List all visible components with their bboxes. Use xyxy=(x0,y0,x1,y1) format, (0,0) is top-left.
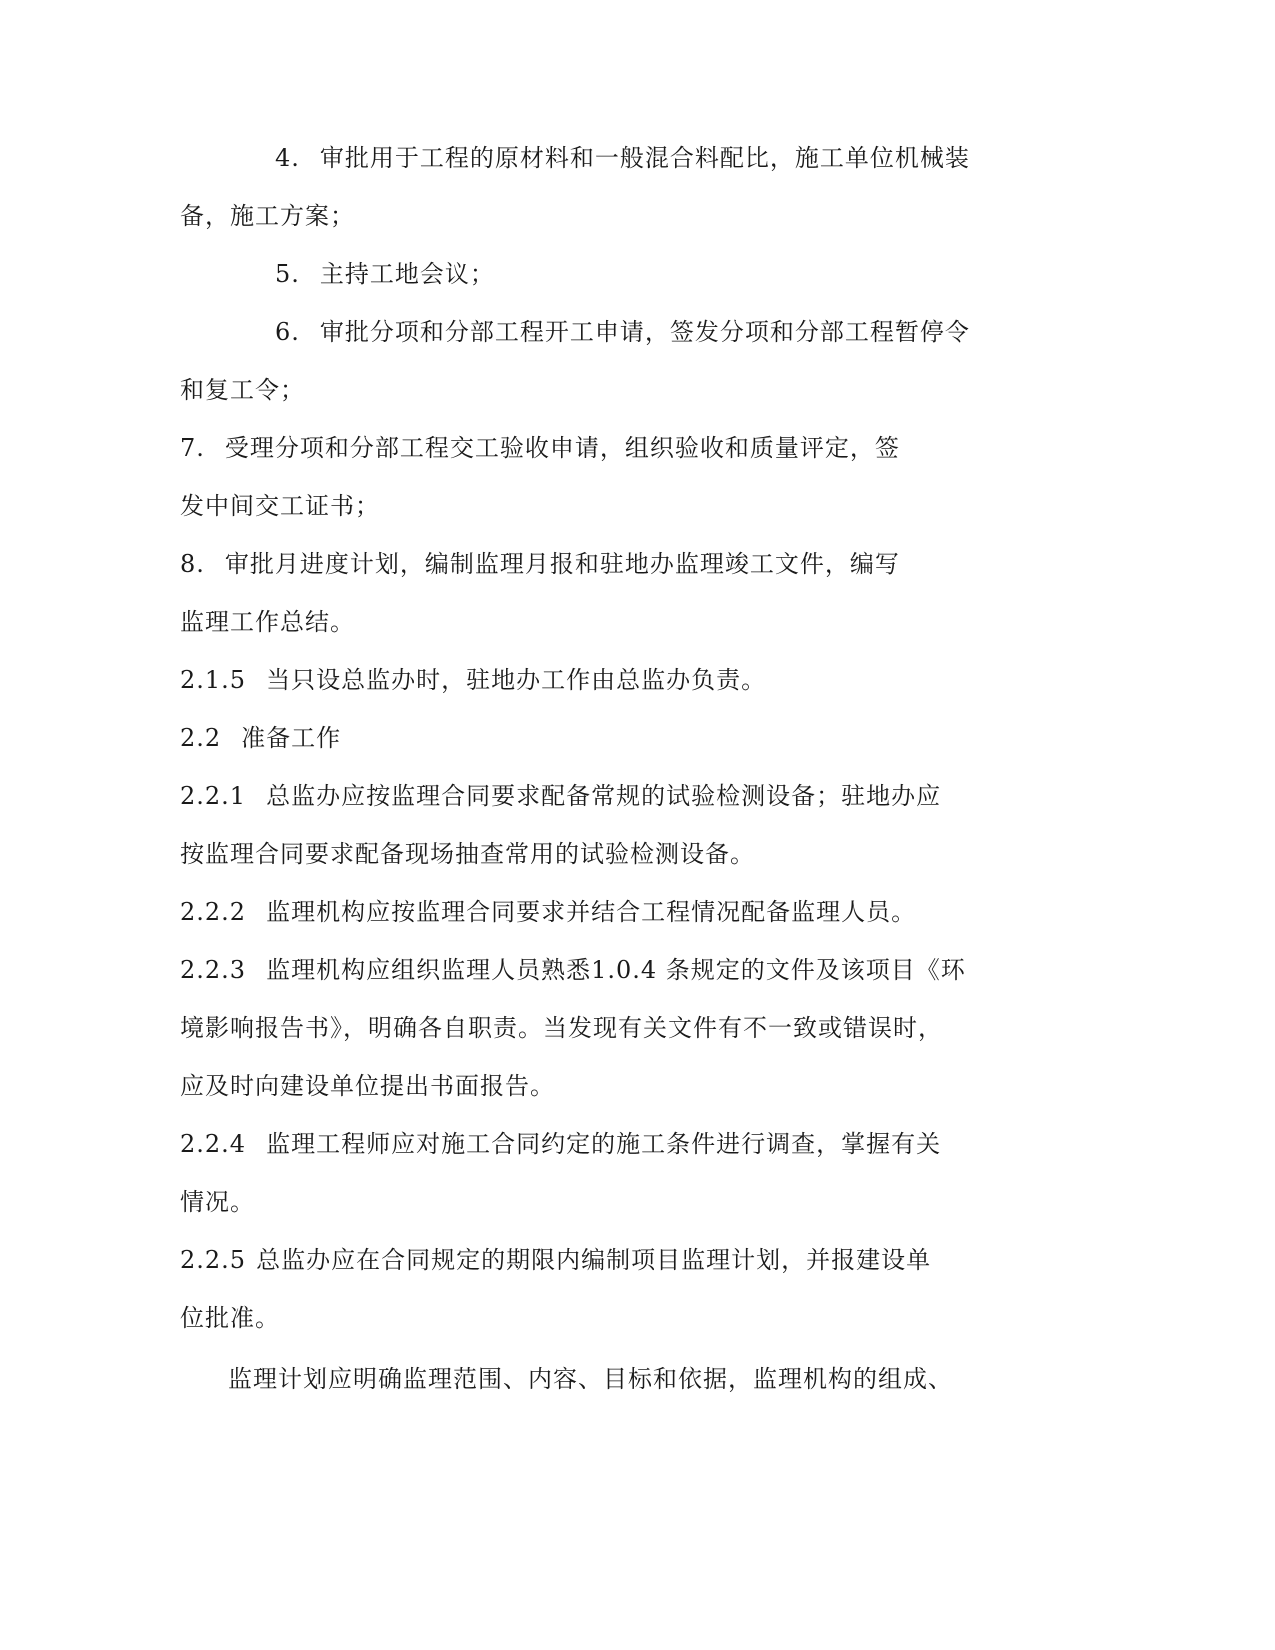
continuation-line xyxy=(180,839,755,869)
item-number: 5. xyxy=(275,260,300,288)
clause-text: 总监办应在合同规定的期限内编制项目监理计划，并报建设单 xyxy=(256,1246,932,1274)
continuation-line xyxy=(180,1071,555,1101)
clause-number: 2.2.2 xyxy=(180,898,247,926)
paragraph xyxy=(228,1364,953,1394)
item-number: 7. xyxy=(180,434,205,462)
continuation-line xyxy=(180,201,355,231)
list-item-4 xyxy=(275,143,970,173)
list-item-6 xyxy=(275,317,970,347)
continuation-line xyxy=(180,1013,943,1043)
clause-text: 位批准。 xyxy=(180,1304,280,1332)
item-text: 备，施工方案； xyxy=(180,202,355,230)
item-text: 发中间交工证书； xyxy=(180,492,380,520)
section-title: 准备工作 xyxy=(241,724,342,752)
item-number: 6. xyxy=(275,318,300,346)
clause-text: 按监理合同要求配备现场抽查常用的试验检测设备。 xyxy=(180,840,755,868)
continuation-line xyxy=(180,1187,255,1217)
clause-text: 总监办应按监理合同要求配备常规的试验检测设备；驻地办应 xyxy=(266,782,942,810)
clause-number: 2.2.3 xyxy=(180,956,247,984)
clause-text: 境影响报告书》，明确各自职责。当发现有关文件有不一致或错误时， xyxy=(180,1014,943,1042)
list-item-7 xyxy=(180,433,900,463)
item-number: 8. xyxy=(180,550,205,578)
clause-2-2-3 xyxy=(180,955,966,985)
list-item-5 xyxy=(275,259,495,289)
item-text: 审批分项和分部工程开工申请，签发分项和分部工程暂停令 xyxy=(319,318,970,346)
item-text: 审批用于工程的原材料和一般混合料配比，施工单位机械装 xyxy=(319,144,970,172)
clause-2-2-5 xyxy=(180,1245,931,1275)
continuation-line xyxy=(180,375,305,405)
clause-text: 情况。 xyxy=(180,1188,255,1216)
clause-text: 监理机构应按监理合同要求并结合工程情况配备监理人员。 xyxy=(266,898,917,926)
clause-2-1-5 xyxy=(180,665,766,695)
continuation-line xyxy=(180,1303,280,1333)
item-number: 4. xyxy=(275,144,300,172)
section-number: 2.2 xyxy=(180,724,222,752)
section-heading-2-2 xyxy=(180,723,341,753)
paragraph-text: 监理计划应明确监理范围、内容、目标和依据，监理机构的组成、 xyxy=(228,1365,953,1393)
continuation-line xyxy=(180,491,380,521)
clause-number: 2.1.5 xyxy=(180,666,247,694)
continuation-line xyxy=(180,607,355,637)
item-text: 审批月进度计划，编制监理月报和驻地办监理竣工文件，编写 xyxy=(224,550,900,578)
list-item-8 xyxy=(180,549,900,579)
clause-text: 监理机构应组织监理人员熟悉1.0.4 条规定的文件及该项目《环 xyxy=(266,956,966,984)
clause-number: 2.2.1 xyxy=(180,782,247,810)
clause-number: 2.2.4 xyxy=(180,1130,247,1158)
item-text: 监理工作总结。 xyxy=(180,608,355,636)
clause-2-2-1 xyxy=(180,781,941,811)
item-text: 主持工地会议； xyxy=(319,260,495,288)
clause-text: 监理工程师应对施工合同约定的施工条件进行调查，掌握有关 xyxy=(266,1130,942,1158)
clause-2-2-4 xyxy=(180,1129,941,1159)
clause-2-2-2 xyxy=(180,897,916,927)
clause-text: 应及时向建设单位提出书面报告。 xyxy=(180,1072,555,1100)
clause-number: 2.2.5 xyxy=(180,1246,247,1274)
clause-text: 当只设总监办时，驻地办工作由总监办负责。 xyxy=(266,666,767,694)
item-text: 和复工令； xyxy=(180,376,305,404)
item-text: 受理分项和分部工程交工验收申请，组织验收和质量评定，签 xyxy=(224,434,900,462)
